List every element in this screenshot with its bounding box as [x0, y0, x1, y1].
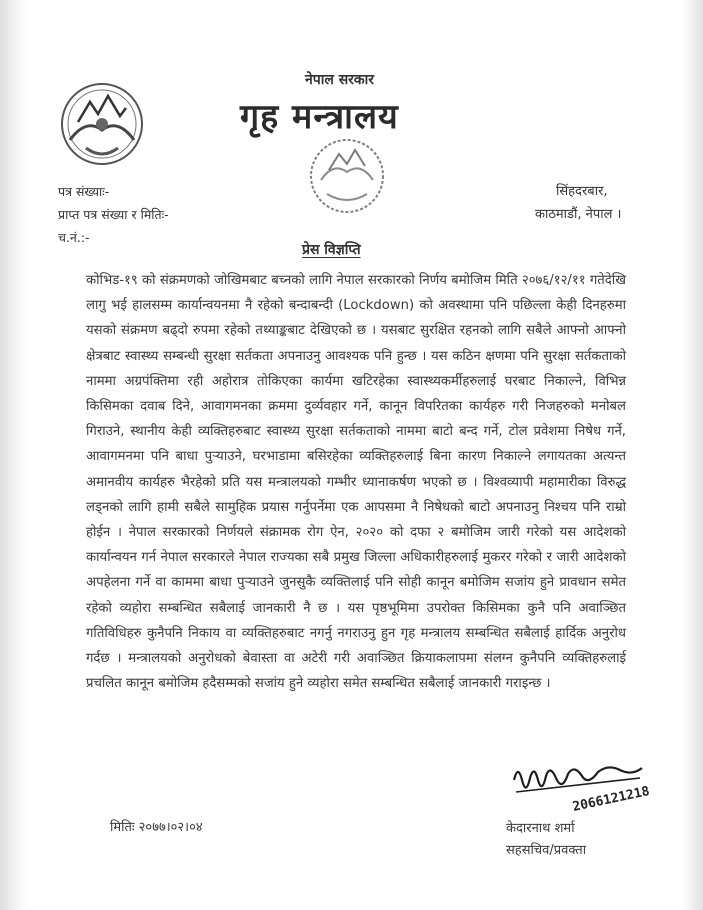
ministry-title: गृह मन्त्रालय	[240, 97, 399, 137]
signatory-role: सहसचिव/प्रवक्ता	[506, 843, 587, 858]
government-title: नेपाल सरकार	[305, 72, 375, 88]
received-letter-label: प्राप्त पत्र संख्या र मितिः-	[58, 207, 169, 222]
ministry-seal-stamp-icon	[303, 132, 391, 220]
letter-number-label: पत्र संख्याः-	[58, 184, 110, 199]
press-release-title: प्रेस विज्ञप्ति	[302, 242, 361, 258]
office-place: सिंहदरबार,	[556, 184, 608, 199]
dispatch-number-label: च.नं.:-	[58, 230, 90, 245]
signatory-name: केदारनाथ शर्मा	[506, 821, 575, 836]
office-city: काठमाडौं, नेपाल ।	[535, 207, 622, 222]
handwritten-date: 2066121218	[571, 784, 651, 815]
press-release-body: कोभिड-१९ को संक्रमणको जोखिमबाट बच्नको लागि नेपाल सरकारको निर्णय बमोजिम मिति २०७६/१२/११ गतेदेखि लागु भई हालसम्म कार्यान्वयनमा नै रहेको बन्दाबन्दी (Lockdown) को अवस्थामा पनि पछिल्ला केही दिनहरुमा यसको संक्रमण बढ्दो रुपमा रहेको तथ्याङ्कबाट देखिएको छ । यसबाट सुरक्षित रहनको लागि सबैले आफ्नो आफ्नो क्षेत्रबाट स्वास्थ्य सम्बन्धी सुरक्षा सर्तकता अपनाउनु आवश्यक पनि हुन्छ । यस कठिन क्षणमा पनि सुरक्षा सर्तकताको नाममा अग्रपंक्तिमा रही अहोरात्र तोकिएका कार्यमा खटिरहेका स्वास्थ्यकर्मीहरुलाई घरबाट निकाल्ने, विभिन्न किसिमका दवाब दिने, आवागमनका क्रममा दुर्व्यवहार गर्ने, कानून विपरितका कार्यहरु गरी निजहरुको मनोबल गिराउने, स्थानीय केही व्यक्तिहरुबाट स्वास्थ्य सुरक्षा सर्तकताको नाममा बाटो बन्द गर्ने, टोल प्रवेशमा निषेध गर्ने, आवागमनमा पनि बाधा पुऱ्याउने, घरभाडामा बसिरहेका व्यक्तिहरुलाई बिना कारण निकाल्ने लगायतका अत्यन्त अमानवीय कार्यहरु भैरहेको प्रति यस मन्त्रालयको गम्भीर ध्यानाकर्षण भएको छ । विश्वव्यापी महामारीका विरुद्ध लड्नको लागि हामी सबैले सामुहिक प्रयास गर्नुपर्नेमा एक आपसमा नै निषेधको बाटो अपनाउनु निश्चय पनि राम्रो होईन । नेपाल सरकारको निर्णयले संक्रामक रोग ऐन, २०२० को दफा २ बमोजिम जारी गरेको यस आदेशको कार्यान्वयन गर्न नेपाल सरकारले नेपाल राज्यका सबै प्रमुख जिल्ला अधिकारीहरुलाई मुकरर गरेको र जारी आदेशको अपहेलना गर्ने वा काममा बाधा पुऱ्याउने जुनसुकै व्यक्तिलाई पनि सोही कानून बमोजिम सजांय हुने प्रावधान समेत रहेको व्यहोरा सम्बन्धित सबैलाई जानकारी नै छ । यस पृष्ठभूमिमा उपरोक्त किसिमका कुनै पनि अवाञ्छित गतिविधिहरु कुनैपनि निकाय वा व्यक्तिहरुबाट नगर्नु नगराउनु हुन गृह मन्त्रालय सम्बन्धित सबैलाई हार्दिक अनुरोध गर्दछ । मन्त्रालयको अनुरोधको बेवास्ता वा अटेरी गरी अवाञ्छित क्रियाकलापमा संलग्न कुनैपनि व्यक्तिहरुलाई प्रचलित कानून बमोजिम हदैसम्मको सजांय हुने व्यहोरा समेत सम्बन्धित सबैलाई जानकारी गराइन्छ ।	[86, 273, 626, 692]
nepal-emblem-icon	[56, 78, 148, 170]
release-date: मितिः २०७७।०२।०४	[110, 820, 203, 835]
